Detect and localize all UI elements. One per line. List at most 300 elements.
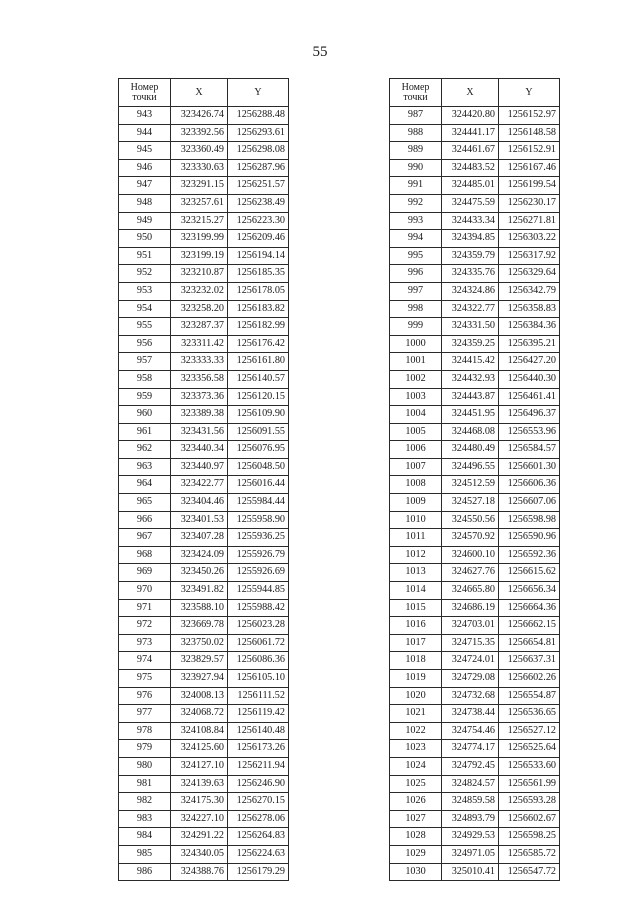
table-row	[390, 599, 560, 617]
header-y: Y	[228, 79, 289, 107]
y-coordinate-cell: 1256427.20	[499, 353, 560, 371]
point-number-cell: 999	[390, 318, 442, 336]
table-row	[390, 353, 560, 371]
point-number-cell: 960	[119, 406, 171, 424]
table-row	[390, 687, 560, 705]
x-coordinate-cell: 324824.57	[442, 775, 499, 793]
table-row	[390, 845, 560, 863]
x-coordinate-cell: 324627.76	[442, 564, 499, 582]
y-coordinate-cell: 1256278.06	[228, 810, 289, 828]
table-row	[119, 494, 289, 512]
y-coordinate-cell: 1256111.52	[228, 687, 289, 705]
y-coordinate-cell: 1256664.36	[499, 599, 560, 617]
point-number-cell: 971	[119, 599, 171, 617]
table-row	[390, 705, 560, 723]
table-row	[119, 722, 289, 740]
point-number-cell: 968	[119, 546, 171, 564]
y-coordinate-cell: 1256152.97	[499, 107, 560, 125]
header-point-number	[390, 79, 442, 107]
y-coordinate-cell: 1256598.98	[499, 511, 560, 529]
table-row	[119, 318, 289, 336]
y-coordinate-cell: 1256016.44	[228, 476, 289, 494]
point-number-cell: 967	[119, 529, 171, 547]
point-number-cell: 997	[390, 282, 442, 300]
table-row	[119, 353, 289, 371]
point-number-cell: 959	[119, 388, 171, 406]
table-row	[119, 282, 289, 300]
table-row	[390, 159, 560, 177]
table-row	[119, 230, 289, 248]
table-row	[119, 247, 289, 265]
table-row	[390, 757, 560, 775]
y-coordinate-cell: 1255926.79	[228, 546, 289, 564]
y-coordinate-cell: 1256440.30	[499, 370, 560, 388]
point-number-cell: 1005	[390, 423, 442, 441]
table-row	[119, 810, 289, 828]
point-number-cell: 1016	[390, 617, 442, 635]
table-row	[390, 107, 560, 125]
y-coordinate-cell: 1255944.85	[228, 582, 289, 600]
point-number-cell: 958	[119, 370, 171, 388]
point-number-cell: 1014	[390, 582, 442, 600]
header-point-line-2: точки	[132, 91, 157, 103]
point-number-cell: 1026	[390, 793, 442, 811]
table-row	[119, 441, 289, 459]
x-coordinate-cell: 323392.56	[171, 124, 228, 142]
table-row	[390, 775, 560, 793]
x-coordinate-cell: 323287.37	[171, 318, 228, 336]
y-coordinate-cell: 1256194.14	[228, 247, 289, 265]
y-coordinate-cell: 1256496.37	[499, 406, 560, 424]
x-coordinate-cell: 323333.33	[171, 353, 228, 371]
table-row	[119, 652, 289, 670]
x-coordinate-cell: 324420.80	[442, 107, 499, 125]
x-coordinate-cell: 324929.53	[442, 828, 499, 846]
table-row	[390, 230, 560, 248]
point-number-cell: 976	[119, 687, 171, 705]
table-row	[119, 705, 289, 723]
table-row	[119, 335, 289, 353]
y-coordinate-cell: 1256161.80	[228, 353, 289, 371]
x-coordinate-cell: 324859.58	[442, 793, 499, 811]
x-coordinate-cell: 323407.28	[171, 529, 228, 547]
x-coordinate-cell: 324415.42	[442, 353, 499, 371]
y-coordinate-cell: 1256199.54	[499, 177, 560, 195]
table-row	[119, 142, 289, 160]
y-coordinate-cell: 1256173.26	[228, 740, 289, 758]
header-point-line-1: Номер	[401, 81, 430, 93]
table-row	[119, 388, 289, 406]
table-row	[119, 546, 289, 564]
table-row	[119, 775, 289, 793]
table-row	[119, 511, 289, 529]
x-coordinate-cell: 324388.76	[171, 863, 228, 881]
point-number-cell: 974	[119, 652, 171, 670]
y-coordinate-cell: 1256461.41	[499, 388, 560, 406]
table-row	[390, 388, 560, 406]
point-number-cell: 989	[390, 142, 442, 160]
x-coordinate-cell: 324475.59	[442, 194, 499, 212]
x-coordinate-cell: 324335.76	[442, 265, 499, 283]
table-row	[119, 370, 289, 388]
y-coordinate-cell: 1256592.36	[499, 546, 560, 564]
point-number-cell: 1030	[390, 863, 442, 881]
table-row	[390, 810, 560, 828]
point-number-cell: 1010	[390, 511, 442, 529]
table-row	[119, 582, 289, 600]
header-point-line-2: точки	[403, 91, 428, 103]
point-number-cell: 1024	[390, 757, 442, 775]
point-number-cell: 1029	[390, 845, 442, 863]
point-number-cell: 998	[390, 300, 442, 318]
header-x: X	[171, 79, 228, 107]
x-coordinate-cell: 323750.02	[171, 634, 228, 652]
table-row	[119, 177, 289, 195]
y-coordinate-cell: 1256270.15	[228, 793, 289, 811]
table-header-row	[119, 79, 289, 107]
table-row	[119, 793, 289, 811]
point-number-cell: 965	[119, 494, 171, 512]
y-coordinate-cell: 1256091.55	[228, 423, 289, 441]
point-number-cell: 1007	[390, 458, 442, 476]
x-coordinate-cell: 323199.99	[171, 230, 228, 248]
point-number-cell: 955	[119, 318, 171, 336]
table-row	[390, 177, 560, 195]
point-number-cell: 993	[390, 212, 442, 230]
table-row	[390, 318, 560, 336]
x-coordinate-cell: 323927.94	[171, 670, 228, 688]
point-number-cell: 1021	[390, 705, 442, 723]
point-number-cell: 983	[119, 810, 171, 828]
table-row	[390, 142, 560, 160]
table-row	[119, 300, 289, 318]
point-number-cell: 1008	[390, 476, 442, 494]
table-row	[119, 107, 289, 125]
y-coordinate-cell: 1256251.57	[228, 177, 289, 195]
point-number-cell: 1028	[390, 828, 442, 846]
y-coordinate-cell: 1256185.35	[228, 265, 289, 283]
point-number-cell: 947	[119, 177, 171, 195]
x-coordinate-cell: 324483.52	[442, 159, 499, 177]
point-number-cell: 970	[119, 582, 171, 600]
y-coordinate-cell: 1256593.28	[499, 793, 560, 811]
table-row	[390, 124, 560, 142]
point-number-cell: 1004	[390, 406, 442, 424]
table-row	[119, 124, 289, 142]
table-row	[390, 722, 560, 740]
x-coordinate-cell: 323440.34	[171, 441, 228, 459]
x-coordinate-cell: 324485.01	[442, 177, 499, 195]
x-coordinate-cell: 323311.42	[171, 335, 228, 353]
y-coordinate-cell: 1256298.08	[228, 142, 289, 160]
table-row	[119, 634, 289, 652]
y-coordinate-cell: 1256654.81	[499, 634, 560, 652]
point-number-cell: 981	[119, 775, 171, 793]
table-body-left	[119, 107, 289, 881]
x-coordinate-cell: 323330.63	[171, 159, 228, 177]
point-number-cell: 961	[119, 423, 171, 441]
y-coordinate-cell: 1256602.67	[499, 810, 560, 828]
x-coordinate-cell: 323210.87	[171, 265, 228, 283]
table-row	[390, 828, 560, 846]
y-coordinate-cell: 1256152.91	[499, 142, 560, 160]
x-coordinate-cell: 323373.36	[171, 388, 228, 406]
point-number-cell: 962	[119, 441, 171, 459]
table-row	[390, 265, 560, 283]
table-row	[390, 564, 560, 582]
table-row	[390, 247, 560, 265]
table-row	[390, 634, 560, 652]
point-number-cell: 943	[119, 107, 171, 125]
x-coordinate-cell: 323258.20	[171, 300, 228, 318]
y-coordinate-cell: 1256061.72	[228, 634, 289, 652]
point-number-cell: 975	[119, 670, 171, 688]
table-row	[119, 757, 289, 775]
x-coordinate-cell: 323232.02	[171, 282, 228, 300]
x-coordinate-cell: 324703.01	[442, 617, 499, 635]
x-coordinate-cell: 324496.55	[442, 458, 499, 476]
point-number-cell: 1019	[390, 670, 442, 688]
point-number-cell: 964	[119, 476, 171, 494]
point-number-cell: 952	[119, 265, 171, 283]
point-number-cell: 979	[119, 740, 171, 758]
y-coordinate-cell: 1256547.72	[499, 863, 560, 881]
x-coordinate-cell: 324227.10	[171, 810, 228, 828]
x-coordinate-cell: 324322.77	[442, 300, 499, 318]
x-coordinate-cell: 324175.30	[171, 793, 228, 811]
x-coordinate-cell: 323829.57	[171, 652, 228, 670]
x-coordinate-cell: 324139.63	[171, 775, 228, 793]
point-number-cell: 988	[390, 124, 442, 142]
x-coordinate-cell: 323669.78	[171, 617, 228, 635]
table-row	[119, 476, 289, 494]
table-row	[119, 458, 289, 476]
x-coordinate-cell: 325010.41	[442, 863, 499, 881]
table-row	[390, 282, 560, 300]
y-coordinate-cell: 1256293.61	[228, 124, 289, 142]
point-number-cell: 985	[119, 845, 171, 863]
x-coordinate-cell: 323588.10	[171, 599, 228, 617]
y-coordinate-cell: 1256178.05	[228, 282, 289, 300]
y-coordinate-cell: 1256230.17	[499, 194, 560, 212]
table-row	[390, 212, 560, 230]
x-coordinate-cell: 324461.67	[442, 142, 499, 160]
y-coordinate-cell: 1255988.42	[228, 599, 289, 617]
y-coordinate-cell: 1256662.15	[499, 617, 560, 635]
y-coordinate-cell: 1256076.95	[228, 441, 289, 459]
point-number-cell: 957	[119, 353, 171, 371]
table-row	[119, 617, 289, 635]
y-coordinate-cell: 1255936.25	[228, 529, 289, 547]
x-coordinate-cell: 323257.61	[171, 194, 228, 212]
y-coordinate-cell: 1256329.64	[499, 265, 560, 283]
point-number-cell: 948	[119, 194, 171, 212]
point-number-cell: 944	[119, 124, 171, 142]
point-number-cell: 969	[119, 564, 171, 582]
point-number-cell: 987	[390, 107, 442, 125]
table-row	[390, 511, 560, 529]
table-row	[119, 670, 289, 688]
x-coordinate-cell: 324468.08	[442, 423, 499, 441]
x-coordinate-cell: 324441.17	[442, 124, 499, 142]
y-coordinate-cell: 1256246.90	[228, 775, 289, 793]
point-number-cell: 1011	[390, 529, 442, 547]
y-coordinate-cell: 1256536.65	[499, 705, 560, 723]
y-coordinate-cell: 1256211.94	[228, 757, 289, 775]
y-coordinate-cell: 1256109.90	[228, 406, 289, 424]
header-point-line-1: Номер	[130, 81, 159, 93]
point-number-cell: 991	[390, 177, 442, 195]
table-row	[390, 494, 560, 512]
point-number-cell: 995	[390, 247, 442, 265]
table-row	[119, 406, 289, 424]
point-number-cell: 1002	[390, 370, 442, 388]
y-coordinate-cell: 1256209.46	[228, 230, 289, 248]
y-coordinate-cell: 1256384.36	[499, 318, 560, 336]
point-number-cell: 1023	[390, 740, 442, 758]
table-row	[390, 617, 560, 635]
table-row	[390, 335, 560, 353]
y-coordinate-cell: 1256317.92	[499, 247, 560, 265]
table-row	[119, 845, 289, 863]
y-coordinate-cell: 1256601.30	[499, 458, 560, 476]
x-coordinate-cell: 323426.74	[171, 107, 228, 125]
x-coordinate-cell: 323424.09	[171, 546, 228, 564]
point-number-cell: 984	[119, 828, 171, 846]
coordinates-table-left	[118, 78, 289, 881]
y-coordinate-cell: 1256264.83	[228, 828, 289, 846]
y-coordinate-cell: 1256086.36	[228, 652, 289, 670]
x-coordinate-cell: 323291.15	[171, 177, 228, 195]
x-coordinate-cell: 324715.35	[442, 634, 499, 652]
y-coordinate-cell: 1256167.46	[499, 159, 560, 177]
table-row	[390, 423, 560, 441]
x-coordinate-cell: 324971.05	[442, 845, 499, 863]
table-row	[119, 423, 289, 441]
x-coordinate-cell: 323440.97	[171, 458, 228, 476]
y-coordinate-cell: 1256585.72	[499, 845, 560, 863]
x-coordinate-cell: 323360.49	[171, 142, 228, 160]
x-coordinate-cell: 324331.50	[442, 318, 499, 336]
x-coordinate-cell: 324724.01	[442, 652, 499, 670]
x-coordinate-cell: 324433.34	[442, 212, 499, 230]
y-coordinate-cell: 1256023.28	[228, 617, 289, 635]
point-number-cell: 1012	[390, 546, 442, 564]
y-coordinate-cell: 1255926.69	[228, 564, 289, 582]
point-number-cell: 1009	[390, 494, 442, 512]
x-coordinate-cell: 324432.93	[442, 370, 499, 388]
point-number-cell: 996	[390, 265, 442, 283]
y-coordinate-cell: 1256342.79	[499, 282, 560, 300]
table-row	[119, 863, 289, 881]
y-coordinate-cell: 1256140.57	[228, 370, 289, 388]
point-number-cell: 972	[119, 617, 171, 635]
x-coordinate-cell: 324665.80	[442, 582, 499, 600]
table-row	[119, 564, 289, 582]
x-coordinate-cell: 323404.46	[171, 494, 228, 512]
y-coordinate-cell: 1256525.64	[499, 740, 560, 758]
x-coordinate-cell: 324732.68	[442, 687, 499, 705]
y-coordinate-cell: 1256606.36	[499, 476, 560, 494]
y-coordinate-cell: 1256238.49	[228, 194, 289, 212]
y-coordinate-cell: 1256303.22	[499, 230, 560, 248]
table-row	[390, 582, 560, 600]
table-row	[119, 212, 289, 230]
x-coordinate-cell: 324686.19	[442, 599, 499, 617]
point-number-cell: 954	[119, 300, 171, 318]
x-coordinate-cell: 323450.26	[171, 564, 228, 582]
point-number-cell: 951	[119, 247, 171, 265]
y-coordinate-cell: 1256120.15	[228, 388, 289, 406]
table-row	[390, 546, 560, 564]
y-coordinate-cell: 1256271.81	[499, 212, 560, 230]
y-coordinate-cell: 1256553.96	[499, 423, 560, 441]
table-row	[119, 828, 289, 846]
x-coordinate-cell: 324359.25	[442, 335, 499, 353]
y-coordinate-cell: 1256615.62	[499, 564, 560, 582]
header-y: Y	[499, 79, 560, 107]
x-coordinate-cell: 324340.05	[171, 845, 228, 863]
table-row	[390, 670, 560, 688]
point-number-cell: 1006	[390, 441, 442, 459]
x-coordinate-cell: 324600.10	[442, 546, 499, 564]
point-number-cell: 1017	[390, 634, 442, 652]
x-coordinate-cell: 323356.58	[171, 370, 228, 388]
x-coordinate-cell: 324550.56	[442, 511, 499, 529]
x-coordinate-cell: 323431.56	[171, 423, 228, 441]
table-row	[390, 863, 560, 881]
point-number-cell: 1001	[390, 353, 442, 371]
x-coordinate-cell: 324068.72	[171, 705, 228, 723]
y-coordinate-cell: 1256656.34	[499, 582, 560, 600]
x-coordinate-cell: 324443.87	[442, 388, 499, 406]
point-number-cell: 966	[119, 511, 171, 529]
coordinates-table-right	[389, 78, 560, 881]
point-number-cell: 949	[119, 212, 171, 230]
table-row	[119, 159, 289, 177]
y-coordinate-cell: 1256533.60	[499, 757, 560, 775]
y-coordinate-cell: 1256395.21	[499, 335, 560, 353]
table-row	[119, 529, 289, 547]
y-coordinate-cell: 1256584.57	[499, 441, 560, 459]
point-number-cell: 1022	[390, 722, 442, 740]
x-coordinate-cell: 324125.60	[171, 740, 228, 758]
x-coordinate-cell: 323401.53	[171, 511, 228, 529]
x-coordinate-cell: 323422.77	[171, 476, 228, 494]
point-number-cell: 980	[119, 757, 171, 775]
point-number-cell: 1027	[390, 810, 442, 828]
y-coordinate-cell: 1256105.10	[228, 670, 289, 688]
table-row	[390, 194, 560, 212]
point-number-cell: 1018	[390, 652, 442, 670]
table-row	[119, 740, 289, 758]
x-coordinate-cell: 324792.45	[442, 757, 499, 775]
page-number: 55	[312, 44, 328, 60]
table-row	[390, 300, 560, 318]
point-number-cell: 978	[119, 722, 171, 740]
point-number-cell: 977	[119, 705, 171, 723]
point-number-cell: 945	[119, 142, 171, 160]
y-coordinate-cell: 1256602.26	[499, 670, 560, 688]
point-number-cell: 946	[119, 159, 171, 177]
y-coordinate-cell: 1256140.48	[228, 722, 289, 740]
table-row	[390, 740, 560, 758]
point-number-cell: 953	[119, 282, 171, 300]
x-coordinate-cell: 324108.84	[171, 722, 228, 740]
point-number-cell: 990	[390, 159, 442, 177]
y-coordinate-cell: 1256527.12	[499, 722, 560, 740]
point-number-cell: 1003	[390, 388, 442, 406]
